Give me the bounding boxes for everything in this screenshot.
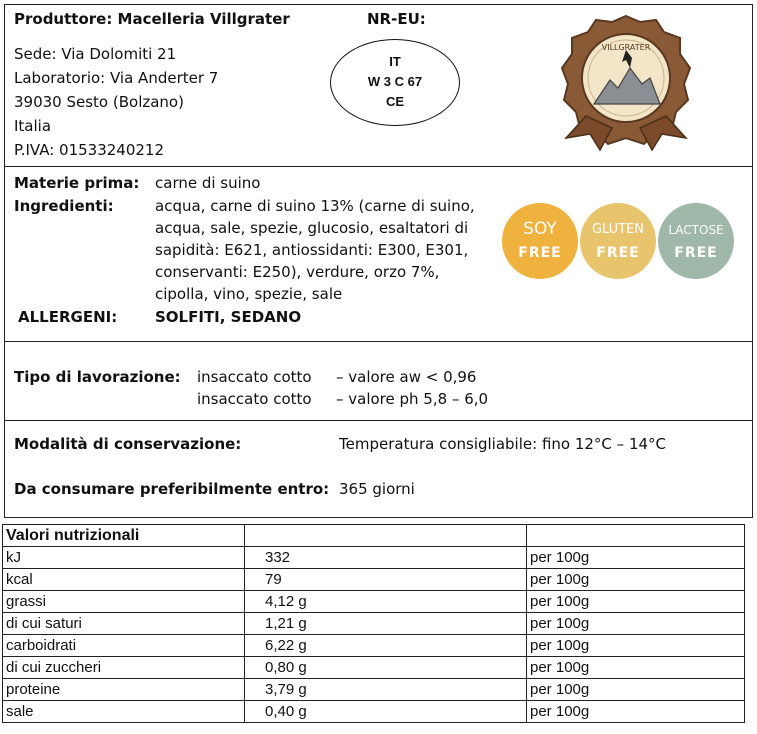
lavorazione-label: Tipo di lavorazione: <box>14 368 181 386</box>
nutrient-name: kJ <box>3 547 245 569</box>
nutrient-name: di cui saturi <box>3 613 245 635</box>
table-row <box>3 569 745 591</box>
ingredienti-line: sapidità: E621, antiossidanti: E300, E301, <box>155 241 469 259</box>
ingredienti-line: acqua, sale, spezie, glucosio, esaltatori di <box>155 219 469 237</box>
table-row <box>3 591 745 613</box>
badge-top: SOY <box>523 219 557 239</box>
nutrient-per: per 100g <box>527 635 745 657</box>
nutrient-per: per 100g <box>527 679 745 701</box>
badge-bottom: FREE <box>596 245 640 261</box>
lactose-free-badge <box>658 203 734 279</box>
oval-line: IT <box>389 54 401 69</box>
lavorazione-value: – valore ph 5,8 – 6,0 <box>336 390 489 408</box>
oval-line: CE <box>385 94 405 109</box>
consumo-label: Da consumare preferibilmente entro: <box>14 480 330 498</box>
nutrition-table <box>2 524 745 723</box>
badge-bottom: FREE <box>518 245 562 261</box>
villgrater-logo-icon <box>556 12 696 154</box>
gluten-free-badge <box>580 203 656 279</box>
nutrient-name: proteine <box>3 679 245 701</box>
table-row <box>3 547 745 569</box>
allergeni-value: SOLFITI, SEDANO <box>155 308 302 326</box>
lavorazione-type: insaccato cotto <box>197 368 312 386</box>
nutrient-name: kcal <box>3 569 245 591</box>
consumo-value: 365 giorni <box>339 480 415 498</box>
nutrient-value: 0,40 g <box>245 701 527 723</box>
logo-text: VILLGRATER <box>601 43 651 52</box>
lavorazione-type: insaccato cotto <box>197 390 312 408</box>
producer-title: Produttore: Macelleria Villgrater <box>14 10 290 28</box>
table-row <box>3 679 745 701</box>
nutrient-per: per 100g <box>527 657 745 679</box>
producer-line: Italia <box>14 117 52 135</box>
nutrient-per: per 100g <box>527 591 745 613</box>
table-cell <box>527 525 745 547</box>
ingredienti-line: conservanti: E250), verdure, orzo 7%, <box>155 263 440 281</box>
nutrient-per: per 100g <box>527 701 745 723</box>
producer-line: 39030 Sesto (Bolzano) <box>14 93 184 111</box>
table-row <box>3 635 745 657</box>
badge-top: LACTOSE <box>668 223 724 237</box>
table-row <box>3 525 745 547</box>
table-row <box>3 613 745 635</box>
conservazione-label: Modalità di conservazione: <box>14 435 242 453</box>
table-row <box>3 657 745 679</box>
nreu-label: NR-EU: <box>367 10 426 28</box>
badge-bottom: FREE <box>674 245 718 261</box>
lavorazione-value: – valore aw < 0,96 <box>336 368 477 386</box>
materie-label: Materie prima: <box>14 174 140 192</box>
nutrient-value: 6,22 g <box>245 635 527 657</box>
nutrient-value: 0,80 g <box>245 657 527 679</box>
ingredienti-line: cipolla, vino, spezie, sale <box>155 285 343 303</box>
nutrient-value: 3,79 g <box>245 679 527 701</box>
nutrient-value: 1,21 g <box>245 613 527 635</box>
badge-top: GLUTEN <box>591 222 645 237</box>
allergeni-label: ALLERGENI: <box>18 308 118 326</box>
conservazione-value: Temperatura consigliabile: fino 12°C – 14°C <box>339 435 667 453</box>
nutrient-per: per 100g <box>527 569 745 591</box>
ingredienti-line: acqua, carne di suino 13% (carne di suino, <box>155 197 475 215</box>
nutrient-value: 332 <box>245 547 527 569</box>
nutrient-name: sale <box>3 701 245 723</box>
nutrient-per: per 100g <box>527 547 745 569</box>
table-row <box>3 701 745 723</box>
divider <box>4 166 753 167</box>
ingredienti-label: Ingredienti: <box>14 197 114 215</box>
producer-line: Sede: Via Dolomiti 21 <box>14 45 177 63</box>
table-cell <box>245 525 527 547</box>
nutrient-name: di cui zuccheri <box>3 657 245 679</box>
producer-line: Laboratorio: Via Anderter 7 <box>14 69 219 87</box>
nutrient-value: 4,12 g <box>245 591 527 613</box>
oval-line: W 3 C 67 <box>367 74 423 89</box>
materie-value: carne di suino <box>155 174 261 192</box>
health-mark-oval <box>330 39 460 126</box>
nutrient-per: per 100g <box>527 613 745 635</box>
nutrient-name: grassi <box>3 591 245 613</box>
nutrient-value: 79 <box>245 569 527 591</box>
divider <box>4 341 753 342</box>
nutrition-title: Valori nutrizionali <box>3 525 245 547</box>
producer-line: P.IVA: 01533240212 <box>14 141 164 159</box>
divider <box>4 420 753 421</box>
nutrient-name: carboidrati <box>3 635 245 657</box>
soy-free-badge <box>502 203 578 279</box>
